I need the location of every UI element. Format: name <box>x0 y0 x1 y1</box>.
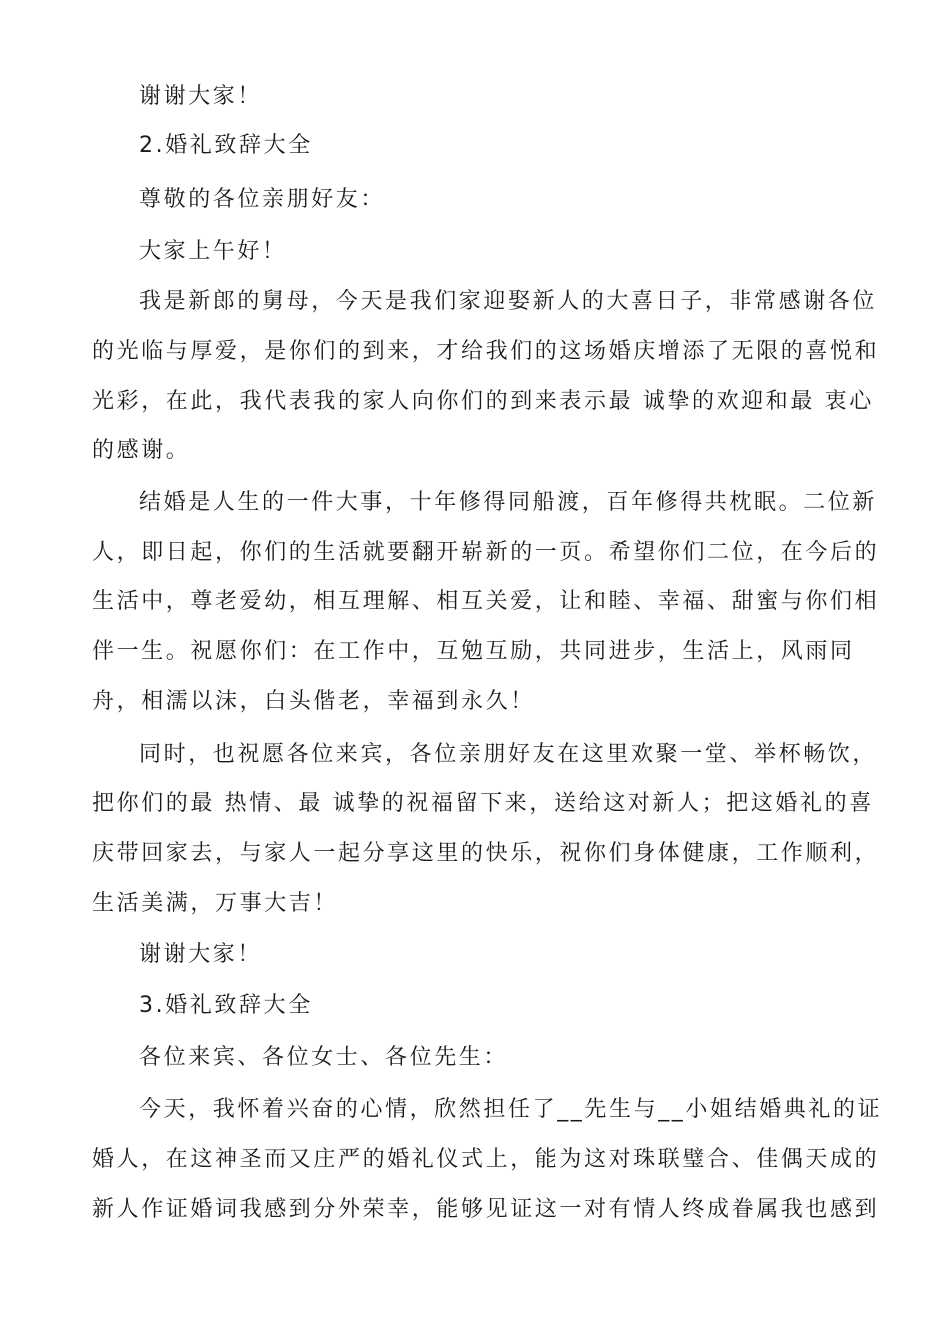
paragraph-line: 生活中，尊老爱幼，相互理解、相互关爱，让和睦、幸福、甜蜜与你们相 <box>92 589 880 614</box>
salutation-2: 各位来宾、各位女士、各位先生： <box>139 1045 509 1070</box>
paragraph-line: 结婚是人生的一件大事，十年修得同船渡，百年修得共枕眠。二位新 <box>139 490 878 515</box>
paragraph-line: 伴一生。祝愿你们：在工作中，互勉互励，共同进步，生活上，风雨同 <box>92 639 855 664</box>
salutation-1: 尊敬的各位亲朋好友： <box>139 187 386 212</box>
paragraph-line: 婚人，在这神圣而又庄严的婚礼仪式上，能为这对珠联璧合、佳偶天成的 <box>92 1147 880 1172</box>
paragraph-line: 把你们的最 热情、最 诚挚的祝福留下来，送给这对新人；把这婚礼的喜 <box>92 791 874 816</box>
greeting-1: 大家上午好！ <box>139 239 287 264</box>
paragraph-line: 同时，也祝愿各位来宾，各位亲朋好友在这里欢聚一堂、举杯畅饮， <box>139 742 878 767</box>
paragraph-line: 我是新郎的舅母，今天是我们家迎娶新人的大喜日子，非常感谢各位 <box>139 289 878 314</box>
paragraph-line: 庆带回家去，与家人一起分享这里的快乐，祝你们身体健康，工作顺利， <box>92 841 880 866</box>
closing-thanks-1: 谢谢大家！ <box>139 84 263 109</box>
closing-thanks-2: 谢谢大家！ <box>139 942 263 967</box>
paragraph-line: 人，即日起，你们的生活就要翻开崭新的一页。希望你们二位，在今后的 <box>92 540 880 565</box>
paragraph-line: 舟，相濡以沫，白头偕老，幸福到永久！ <box>92 689 535 714</box>
section-heading-3: 3.婚礼致辞大全 <box>139 993 313 1018</box>
paragraph-line: 的光临与厚爱，是你们的到来，才给我们的这场婚庆增添了无限的喜悦和 <box>92 339 880 364</box>
paragraph-line: 生活美满，万事大吉！ <box>92 891 339 916</box>
paragraph-line: 新人作证婚词我感到分外荣幸，能够见证这一对有情人终成眷属我也感到 <box>92 1197 880 1222</box>
paragraph-line: 今天，我怀着兴奋的心情，欣然担任了__先生与__小姐结婚典礼的证 <box>139 1097 883 1122</box>
section-heading-2: 2.婚礼致辞大全 <box>139 133 313 158</box>
paragraph-line: 的感谢。 <box>92 438 191 463</box>
paragraph-line: 光彩，在此，我代表我的家人向你们的到来表示最 诚挚的欢迎和最 衷心 <box>92 389 874 414</box>
